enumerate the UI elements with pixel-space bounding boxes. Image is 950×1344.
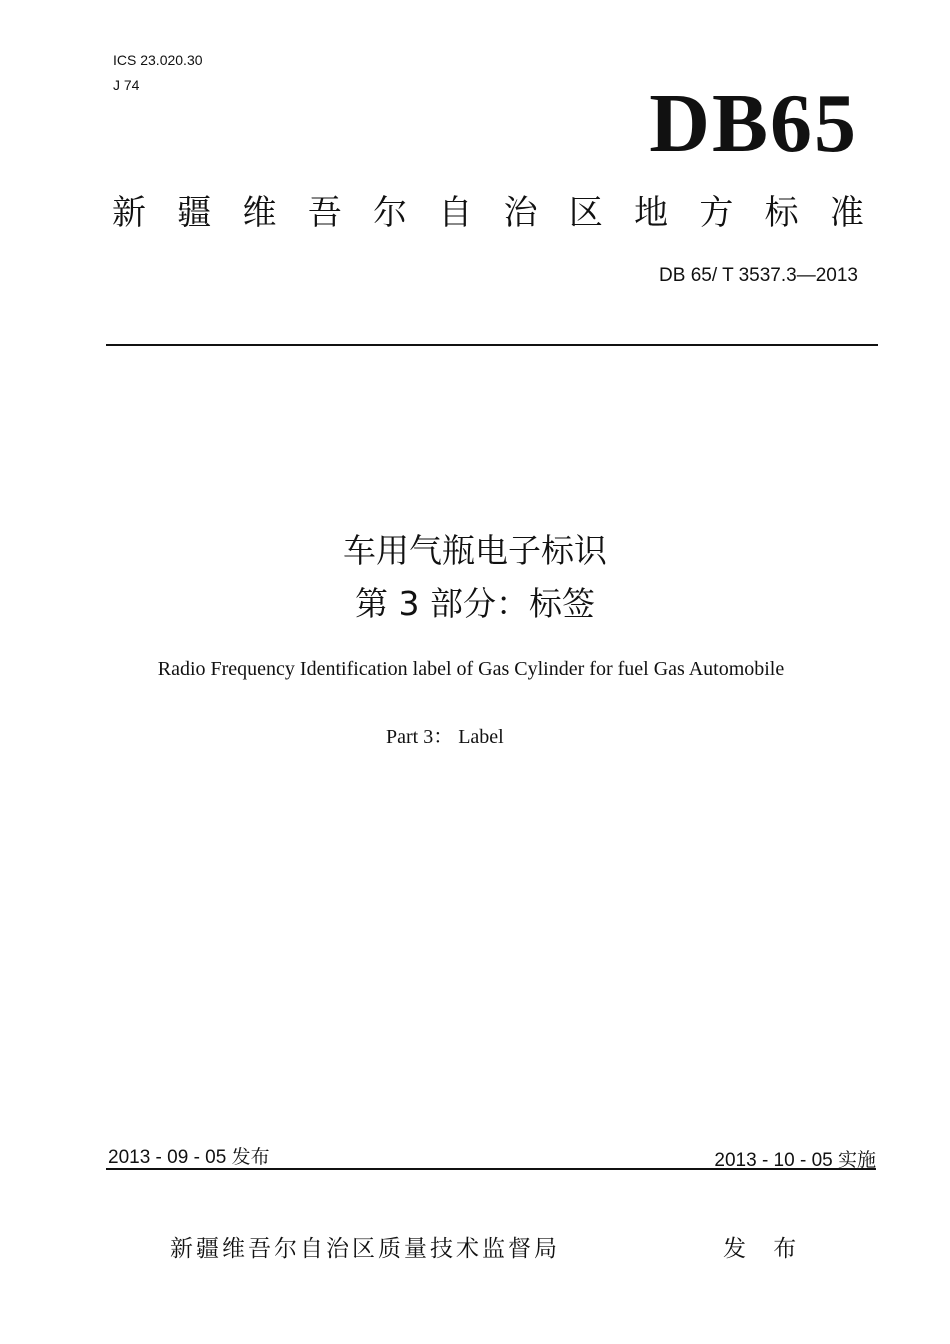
ccs-code: J 74 bbox=[113, 77, 140, 93]
publish-label: 发 布 bbox=[723, 1236, 807, 1262]
header-divider bbox=[106, 344, 878, 346]
standard-type-char: 地 bbox=[634, 193, 669, 233]
standard-type-char: 方 bbox=[699, 193, 734, 233]
standard-type-char: 新 bbox=[112, 193, 146, 233]
footer-divider bbox=[106, 1168, 876, 1170]
standard-type-char: 标 bbox=[764, 193, 799, 233]
standard-type-char: 准 bbox=[829, 193, 864, 233]
publisher: 新疆维吾尔自治区质量技术监督局 bbox=[170, 1236, 560, 1262]
standard-number: DB 65/ T 3537.3—2013 bbox=[659, 265, 858, 286]
standard-type-char: 区 bbox=[568, 193, 603, 233]
standard-type-char: 治 bbox=[503, 193, 538, 233]
issue-date: 2013 - 09 - 05 发布 bbox=[108, 1147, 270, 1168]
classification-codes bbox=[113, 52, 203, 102]
title-zh-line2: 第 3 部分：标签 bbox=[355, 584, 595, 623]
ics-code: ICS 23.020.30 bbox=[113, 52, 203, 68]
standard-type-char: 自 bbox=[438, 193, 473, 233]
standard-type-char: 吾 bbox=[307, 193, 342, 233]
title-en-part: Part 3： Label bbox=[386, 726, 504, 748]
standard-type-char: 疆 bbox=[177, 193, 212, 233]
db65-logo: DB65 bbox=[649, 77, 858, 170]
standard-type-char: 维 bbox=[242, 193, 277, 233]
standard-type-title bbox=[112, 190, 864, 236]
standard-type-char: 尔 bbox=[373, 193, 408, 233]
implement-date: 2013 - 10 - 05 实施 bbox=[714, 1150, 876, 1171]
title-zh-line1: 车用气瓶电子标识 bbox=[343, 531, 607, 570]
title-en: Radio Frequency Identification label of Gas Cylinder for fuel Gas Automobile bbox=[157, 658, 785, 680]
